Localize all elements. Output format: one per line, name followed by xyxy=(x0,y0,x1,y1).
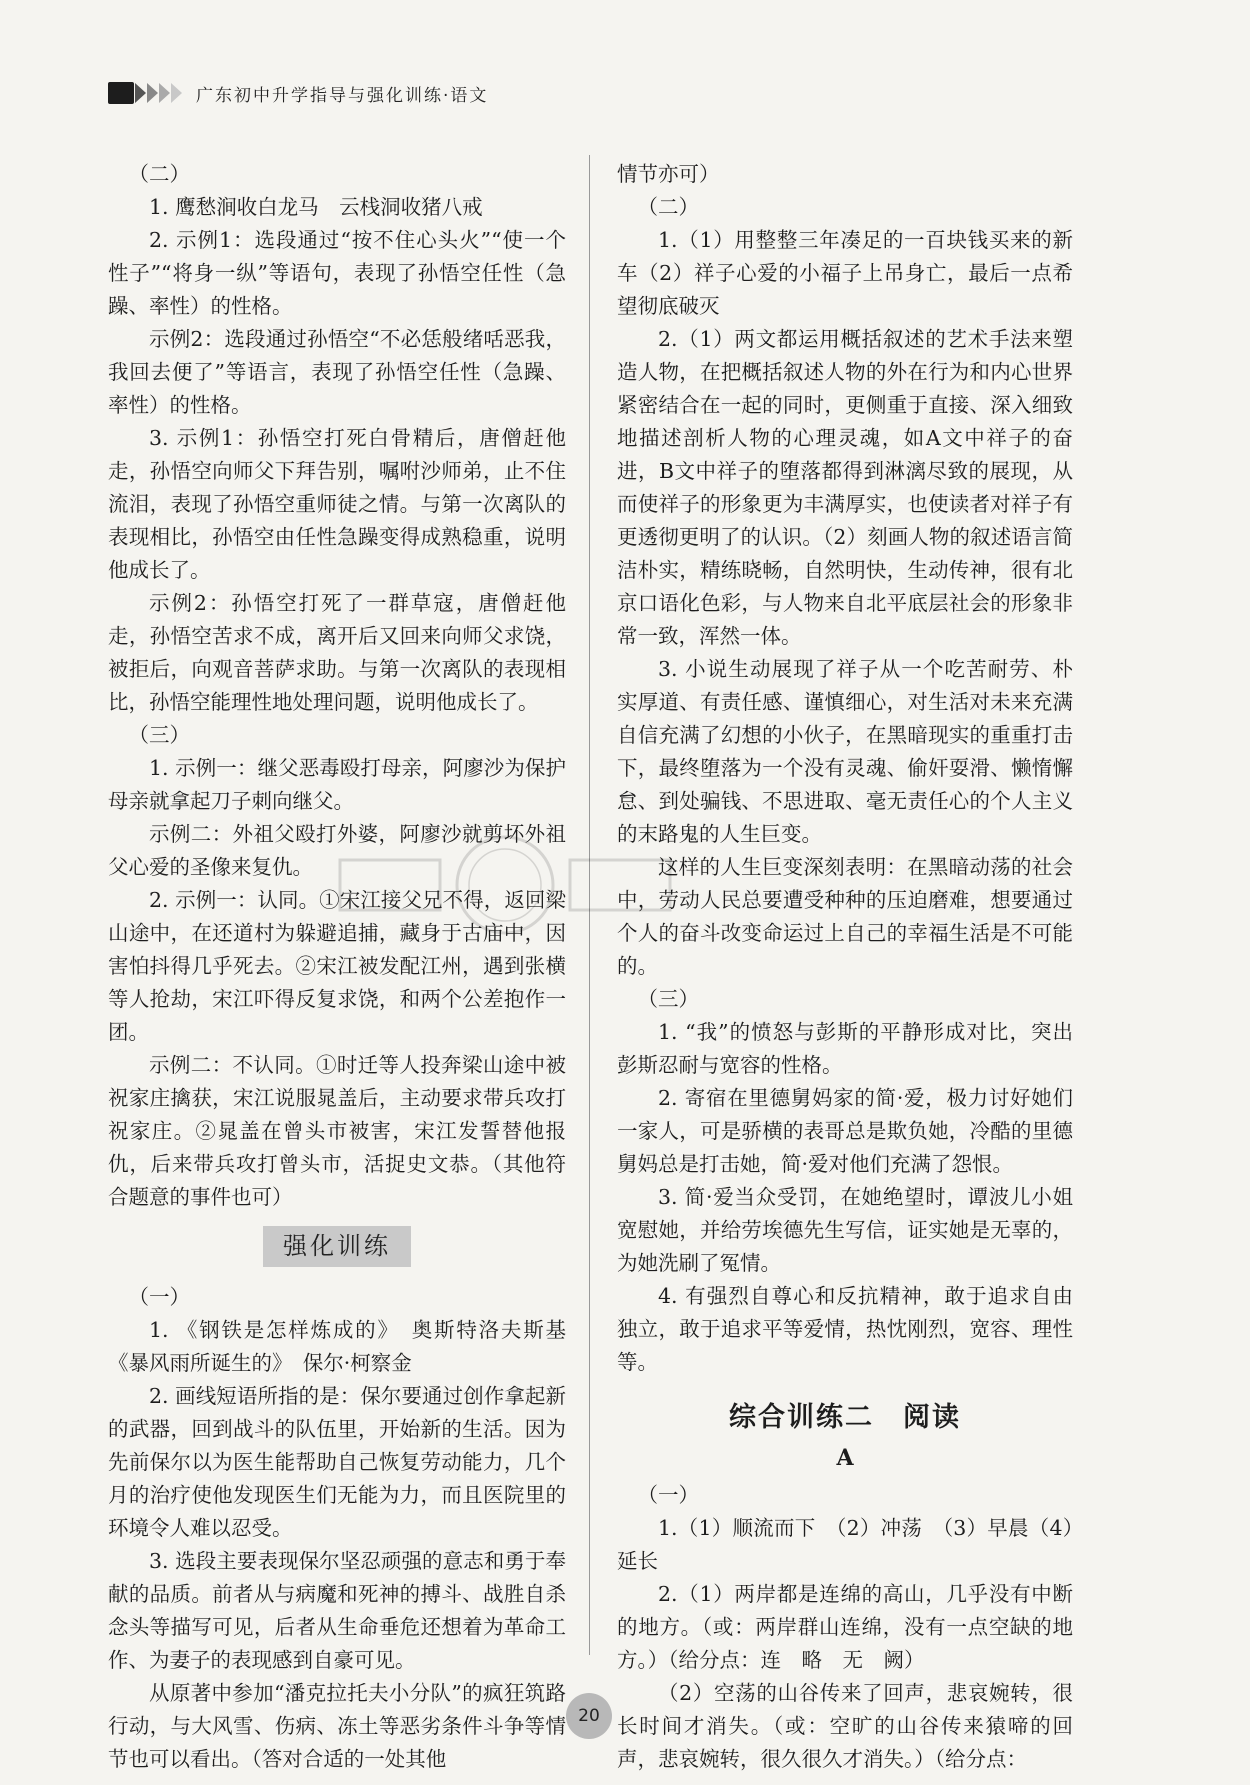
section-label: （二） xyxy=(637,195,699,219)
header-chevron-icon xyxy=(159,83,170,103)
page-number: 20 xyxy=(566,1693,612,1739)
left-column xyxy=(108,158,587,1776)
answer-paragraph: 2. 寄宿在里德舅妈家的简·爱，极力讨好她们一家人，可是骄横的表哥总是欺负她，冷酷的里德舅妈总是打击她，简·爱对他们充满了怨恨。 xyxy=(617,1086,1073,1176)
section-label: （二） xyxy=(128,162,190,186)
right-column xyxy=(617,158,1073,1776)
answer-paragraph: 3. 选段主要表现保尔坚忍顽强的意志和勇于奉献的品质。前者从与病魔和死神的搏斗、战胜自杀念头等描写可见，后者从生命垂危还想着为革命工作、为妻子的表现感到自豪可见。 xyxy=(108,1549,566,1672)
answer-paragraph: 2.（1）两岸都是连绵的高山，几乎没有中断的地方。（或：两岸群山连绵，没有一点空缺的地方。）（给分点：连 略 无 阙） xyxy=(617,1582,1073,1672)
answer-paragraph: 1. 示例一：继父恶毒殴打母亲，阿廖沙为保护母亲就拿起刀子刺向继父。 xyxy=(108,756,566,813)
answer-paragraph: 示例2：孙悟空打死了一群草寇，唐僧赶他走，孙悟空苦求不成，离开后又回来向师父求饶，被拒后，向观音菩萨求助。与第一次离队的表现相比，孙悟空能理性地处理问题，说明他成长了。 xyxy=(108,591,566,714)
header-chevron-icon xyxy=(147,83,158,103)
answer-paragraph: （2）空荡的山谷传来了回声，悲哀婉转，很长时间才消失。（或：空旷的山谷传来猿啼的回声，悲哀婉转，很久很久才消失。）（给分点： xyxy=(617,1681,1073,1771)
answer-paragraph: 2.（1）两文都运用概括叙述的艺术手法来塑造人物，在把概括叙述人物的外在行为和内心世界紧密结合在一起的同时，更侧重于直接、深入细致地描述剖析人物的心理灵魂，如A文中祥子的奋进，B文中祥子的堕落都得到淋漓尽致的展现，从而使祥子的形象更为丰满厚实，也使读者对祥子有更透彻更明了的认识。（2）刻画人物的叙述语言简洁朴实，精练晓畅，自然明快，生动传神，很有北京口语化色彩，与人物来自北平底层社会的形象非常一致，浑然一体。 xyxy=(617,327,1073,648)
section-label: （三） xyxy=(637,987,699,1011)
answer-paragraph: 2. 示例一：认同。①宋江接父兄不得，返回梁山途中，在还道村为躲避追捕，藏身于古庙中，因害怕抖得几乎死去。②宋江被发配江州，遇到张横等人抢劫，宋江吓得反复求饶，和两个公差抱作一团。 xyxy=(108,888,566,1044)
answer-paragraph: 1.（1）用整整三年凑足的一百块钱买来的新车（2）祥子心爱的小福子上吊身亡，最后一点希望彻底破灭 xyxy=(617,228,1073,318)
answer-paragraph: 情节亦可） xyxy=(617,162,720,186)
chapter-heading: 综合训练二 阅读 xyxy=(729,1402,961,1433)
column-divider xyxy=(589,155,590,1655)
answer-paragraph: 2. 示例1：选段通过“按不住心头火”“使一个性子”“将身一纵”等语句，表现了孙悟空任性（急躁、率性）的性格。 xyxy=(108,228,566,318)
answer-paragraph: 示例二：外祖父殴打外婆，阿廖沙就剪坏外祖父心爱的圣像来复仇。 xyxy=(108,822,566,879)
answer-paragraph: 1. 《钢铁是怎样炼成的》 奥斯特洛夫斯基 《暴风雨所诞生的》 保尔·柯察金 xyxy=(108,1318,587,1375)
answer-paragraph: 3. 简·爱当众受罚，在她绝望时，谭波儿小姐宽慰她，并给劳埃德先生写信，证实她是无辜的，为她洗刷了冤情。 xyxy=(617,1185,1073,1275)
answer-paragraph: 4. 有强烈自尊心和反抗精神，敢于追求自由独立，敢于追求平等爱情，热忱刚烈，宽容、理性等。 xyxy=(617,1284,1073,1374)
answer-paragraph: 1. “我”的愤怒与彭斯的平静形成对比，突出彭斯忍耐与宽容的性格。 xyxy=(617,1020,1073,1077)
answer-paragraph: 1. 鹰愁涧收白龙马 云栈洞收猪八戒 xyxy=(149,195,483,219)
answer-paragraph: 示例二：不认同。①时迁等人投奔梁山途中被祝家庄擒获，宋江说服晁盖后，主动要求带兵攻打祝家庄。②晁盖在曾头市被害，宋江发誓替他报仇，后来带兵攻打曾头市，活捉史文恭。（其他符合题意的事件也可） xyxy=(108,1053,566,1209)
header-title: 广东初中升学指导与强化训练·语文 xyxy=(196,85,489,106)
section-label: （三） xyxy=(128,723,190,747)
answer-paragraph: 3. 示例1：孙悟空打死白骨精后，唐僧赶他走，孙悟空向师父下拜告别，嘱咐沙师弟，止不住流泪，表现了孙悟空重师徒之情。与第一次离队的表现相比，孙悟空由任性急躁变得成熟稳重，说明他成长了。 xyxy=(108,426,566,582)
section-banner: 强化训练 xyxy=(263,1226,411,1267)
answer-paragraph: 1.（1）顺流而下 （2）冲荡 （3）早晨（4）延长 xyxy=(617,1516,1073,1573)
answer-paragraph: 2. 画线短语所指的是：保尔要通过创作拿起新的武器，回到战斗的队伍里，开始新的生活。因为先前保尔以为医生能帮助自己恢复劳动能力，几个月的治疗使他发现医生们无能为力，而且医院里的环境令人难以忍受。 xyxy=(108,1384,566,1540)
header-chevron-icon xyxy=(171,83,182,103)
answer-paragraph: 这样的人生巨变深刻表明：在黑暗动荡的社会中，劳动人民总要遭受种种的压迫磨难，想要通过个人的奋斗改变命运过上自己的幸福生活是不可能的。 xyxy=(617,855,1073,978)
header-arrow-icon xyxy=(108,82,134,104)
section-label: （一） xyxy=(128,1285,190,1309)
header-chevron-icon xyxy=(135,83,146,103)
answer-paragraph: 从原著中参加“潘克拉托夫小分队”的疯狂筑路行动，与大风雪、伤病、冻土等恶劣条件斗争等情节也可以看出。（答对合适的一处其他 xyxy=(108,1681,566,1771)
answer-paragraph: 示例2：选段通过孙悟空“不必恁般绪咶恶我，我回去便了”等语言，表现了孙悟空任性（急躁、率性）的性格。 xyxy=(108,327,566,417)
section-label: （一） xyxy=(637,1483,699,1507)
answer-paragraph: 3. 小说生动展现了祥子从一个吃苦耐劳、朴实厚道、有责任感、谨慎细心，对生活对未来充满自信充满了幻想的小伙子，在黑暗现实的重重打击下，最终堕落为一个没有灵魂、偷奸耍滑、懒惰懈怠、到处骗钱、不思进取、毫无责任心的个人主义的末路鬼的人生巨变。 xyxy=(617,657,1073,846)
running-header xyxy=(108,78,488,108)
subsection-heading: A xyxy=(836,1445,854,1471)
banner-wrap xyxy=(108,1226,566,1267)
